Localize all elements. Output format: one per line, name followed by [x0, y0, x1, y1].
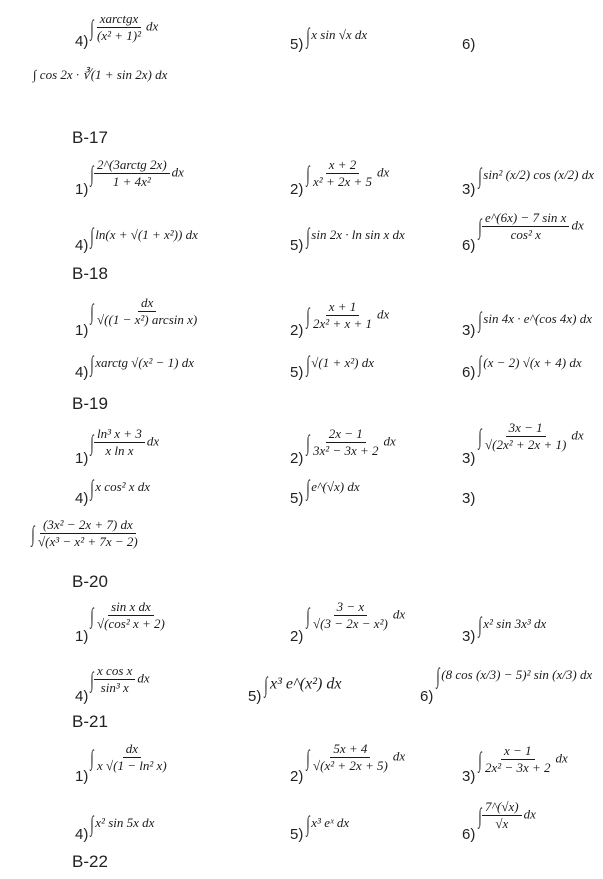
variant-22-title: В-22 — [72, 852, 108, 871]
integrand: x sin √x dx — [311, 27, 368, 42]
b17-p5-label: 5) — [290, 237, 304, 254]
b20-p5-integral: ∫ x³ e^(x²) dx — [264, 672, 342, 697]
b17-p6-label: 6) — [462, 237, 476, 254]
denominator: 2x² − 3x + 2 — [485, 760, 551, 775]
differential: dx — [377, 164, 390, 180]
b21-p6-integral: ∫ $\frac{7\^{}(√x)}{√x}$ dx — [478, 799, 536, 831]
b21-p3-label: 3) — [462, 768, 476, 785]
b20-p3-integral: ∫ x² sin 3x³ dx — [478, 612, 547, 638]
b21-p1-label: 1) — [75, 768, 89, 785]
differential: dx — [392, 748, 406, 764]
denominator: √(x³ − x² + 7x − 2) — [38, 534, 138, 549]
integrand: x² sin 3x³ dx — [483, 616, 547, 631]
variant-21-title: В-21 — [72, 712, 108, 731]
integrand: ln(x + √(1 + x²)) dx — [95, 227, 198, 242]
problem-5-label: 5) — [290, 36, 304, 53]
denominator: (x² + 1)² — [97, 28, 142, 43]
integrand: (8 cos (x/3) − 5)² sin (x/3) dx — [441, 667, 593, 682]
problem-4-integral: ∫ $\frac{\text{xarctgx}}{\text{(x² + 1)²}}$ dx — [90, 11, 159, 43]
b19-p3-label: 3) — [462, 450, 476, 467]
numerator: x + 2 — [326, 158, 360, 174]
b17-p2-label: 2) — [290, 181, 304, 198]
denominator: √((1 − x²) arcsin x) — [97, 312, 198, 327]
variant-18-title: В-18 — [72, 264, 108, 283]
numerator: 3x − 1 — [506, 421, 546, 437]
differential: dx — [555, 750, 568, 766]
b18-p3-integral: ∫ sin 4x · e^(cos 4x) dx — [478, 307, 593, 333]
b17-p4-label: 4) — [75, 237, 89, 254]
denominator: x² + 2x + 5 — [313, 174, 373, 189]
b21-p1-integral: ∫ $\frac{dx}{\text{x √(1 − ln² x)}}$ — [92, 742, 172, 773]
b17-p1-label: 1) — [75, 181, 89, 198]
b20-p5-label: 5) — [248, 688, 262, 705]
differential: dx — [523, 806, 536, 822]
b19-p6-label: 3) — [462, 490, 476, 507]
b18-p2-integral: ∫ $\frac{x + 1}{\text{2x² + x + 1}}$ dx — [306, 299, 390, 331]
b20-p1-integral: ∫ $\frac{\text{sin x dx}}{\text{√(cos² x + 2)}}$ — [92, 600, 170, 631]
b18-p6-label: 6) — [462, 364, 476, 381]
b18-p3-label: 3) — [462, 322, 476, 339]
differential: dx — [377, 306, 390, 322]
b18-p5-integral: ∫ √(1 + x²) dx — [306, 351, 375, 377]
numerator: sin x dx — [108, 600, 154, 616]
problem-5-integral: ∫ x sin √x dx — [306, 23, 368, 49]
denominator: √x — [495, 816, 509, 831]
b17-p5-integral: ∫ sin 2x · ln sin x dx — [306, 223, 405, 249]
b20-p2-integral: ∫ $\frac{3 - x}{\text{√(3 − 2x − x²)}}$ dx — [306, 599, 406, 631]
numerator: (3x² − 2x + 7) dx — [40, 518, 136, 534]
denominator: 1 + 4x² — [112, 174, 151, 189]
integrand: xarctg √(x² − 1) dx — [95, 355, 195, 370]
extra-integral-top: ∫ cos 2x · ∛(1 + sin 2x) dx — [33, 67, 168, 82]
numerator: xarctgx — [97, 12, 142, 28]
b21-p3-integral: ∫ $\frac{x - 1}{\text{2x² − 3x + 2}}$ dx — [478, 743, 568, 775]
b21-p4-label: 4) — [75, 826, 89, 843]
b18-p2-label: 2) — [290, 322, 304, 339]
b18-p4-integral: ∫ xarctg √(x² − 1) dx — [90, 351, 195, 377]
b17-p2-integral: ∫ $\frac{x + 2}{\text{x² + 2x + 5}}$ dx — [306, 157, 390, 189]
integrand: e^(√x) dx — [311, 479, 360, 494]
differential: dx — [571, 427, 584, 443]
numerator: dx — [138, 296, 156, 312]
numerator: e^(6x) − 7 sin x — [482, 211, 569, 227]
differential: dx — [571, 217, 584, 233]
denominator: √(3 − 2x − x²) — [313, 616, 388, 631]
b21-p6-label: 6) — [462, 826, 476, 843]
integrand: x² sin 5x dx — [95, 815, 155, 830]
differential: dx — [146, 433, 160, 449]
integrand: (x − 2) √(x + 4) dx — [483, 355, 582, 370]
b20-p6-label: 6) — [420, 688, 434, 705]
b18-p1-label: 1) — [75, 322, 89, 339]
integrand: sin² (x/2) cos (x/2) dx — [483, 167, 595, 182]
problem-6-label: 6) — [462, 36, 476, 53]
b19-p4-label: 4) — [75, 490, 89, 507]
b20-p4-label: 4) — [75, 688, 89, 705]
numerator: x − 1 — [501, 744, 535, 760]
integrand: x³ e^(x²) dx — [270, 675, 342, 693]
denominator: 3x² − 3x + 2 — [313, 443, 379, 458]
denominator: √(x² + 2x + 5) — [313, 758, 388, 773]
denominator: sin³ x — [100, 680, 129, 695]
b21-p2-integral: ∫ $\frac{5x + 4}{\text{√(x² + 2x + 5)}}$ dx — [306, 741, 406, 773]
differential: dx — [171, 164, 184, 180]
b17-p4-integral: ∫ ln(x + √(1 + x²)) dx — [90, 223, 198, 249]
b20-p1-label: 1) — [75, 628, 89, 645]
b18-p5-label: 5) — [290, 364, 304, 381]
denominator: √(cos² x + 2) — [97, 616, 165, 631]
variant-20-title: В-20 — [72, 572, 108, 591]
numerator: 2^(3arctg 2x) — [94, 158, 170, 174]
b19-p4-integral: ∫ x cos² x dx — [90, 475, 151, 501]
denominator: x √(1 − ln² x) — [97, 758, 167, 773]
integrand: sin 2x · ln sin x dx — [311, 227, 405, 242]
b19-p2-integral: ∫ $\frac{2x - 1}{\text{3x² − 3x + 2}}$ dx — [306, 426, 396, 458]
integrand: x³ eˣ dx — [311, 815, 350, 830]
problem-4-label: 4) — [75, 33, 89, 50]
b21-p5-label: 5) — [290, 826, 304, 843]
b19-p1-label: 1) — [75, 450, 89, 467]
integrand: x cos² x dx — [95, 479, 151, 494]
b19-extra-integral: ∫ $\frac{\text{(3x² − 2x + 7) dx}}{\text{√(x³ − x² + 7x − 2)}}$ — [33, 518, 143, 549]
b18-p6-integral: ∫ (x − 2) √(x + 4) dx — [478, 351, 582, 377]
b21-p5-integral: ∫ x³ eˣ dx — [306, 811, 350, 837]
b17-p3-integral: ∫ sin² (x/2) cos (x/2) dx — [478, 163, 595, 189]
b20-p4-integral: ∫ $\frac{\text{x cos x}}{\text{sin³ x}}$ dx — [90, 663, 150, 695]
denominator: 2x² + x + 1 — [313, 316, 373, 331]
numerator: 3 − x — [334, 600, 368, 616]
b17-p6-integral: ∫ $\frac{\text{e\textasciicircum{}(6x) − 7 sin x}}{\text{cos² x}}$ dx — [478, 210, 584, 242]
numerator: x cos x — [94, 664, 135, 680]
differential: dx — [146, 18, 159, 34]
numerator: x + 1 — [326, 300, 360, 316]
b19-p1-integral: ∫ $\frac{\text{ln³ x + 3}}{\text{x ln x}}$ dx — [90, 426, 160, 458]
b20-p2-label: 2) — [290, 628, 304, 645]
denominator: √(2x² + 2x + 1) — [485, 437, 567, 452]
numerator: 2x − 1 — [326, 427, 366, 443]
b20-p6-integral: ∫ (8 cos (x/3) − 5)² sin (x/3) dx — [436, 663, 593, 689]
differential: dx — [137, 670, 150, 686]
b18-p1-integral: ∫ $\frac{dx}{\text{√((1 − x²) arcsin x)}}$ — [92, 296, 202, 327]
b18-p4-label: 4) — [75, 364, 89, 381]
numerator: 7^(√x) — [482, 800, 522, 816]
b19-p5-integral: ∫ e^(√x) dx — [306, 475, 360, 501]
variant-17-title: В-17 — [72, 128, 108, 147]
b19-p2-label: 2) — [290, 450, 304, 467]
b17-p1-integral: ∫ $\frac{\text{2\textasciicircum{}(3arctg 2x)}}{\text{1 + 4x²}}$ dx — [90, 157, 184, 189]
b21-p4-integral: ∫ x² sin 5x dx — [90, 811, 155, 837]
denominator: x ln x — [105, 443, 134, 458]
integrand: sin 4x · e^(cos 4x) dx — [483, 311, 593, 326]
numerator: dx — [123, 742, 141, 758]
b19-p5-label: 5) — [290, 490, 304, 507]
b20-p3-label: 3) — [462, 628, 476, 645]
variant-19-title: В-19 — [72, 394, 108, 413]
b17-p3-label: 3) — [462, 181, 476, 198]
numerator: 5x + 4 — [330, 742, 370, 758]
numerator: ln³ x + 3 — [94, 427, 145, 443]
denominator: cos² x — [510, 227, 541, 242]
b21-p2-label: 2) — [290, 768, 304, 785]
differential: dx — [392, 606, 406, 622]
integrand: √(1 + x²) dx — [311, 355, 375, 370]
differential: dx — [383, 433, 396, 449]
b19-p3-integral: ∫ $\frac{3x - 1}{\text{√(2x² + 2x + 1)}}$ dx — [478, 420, 584, 452]
